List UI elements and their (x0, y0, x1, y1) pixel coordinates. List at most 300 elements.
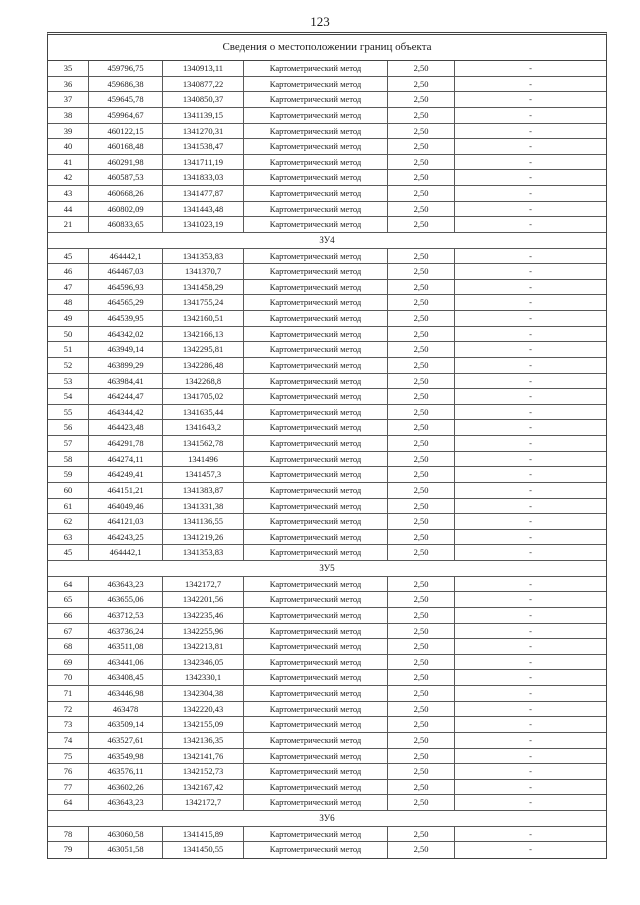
description-cell: - (529, 469, 532, 480)
x-coordinate-cell: 464151,21 (89, 483, 163, 498)
y-coordinate-cell: 1342201,56 (163, 592, 244, 607)
x-coordinate-cell: 464342,02 (89, 327, 163, 342)
description-cell: - (529, 781, 532, 792)
method-cell: Картометрический метод (244, 717, 388, 732)
description-cell: - (529, 391, 532, 402)
point-number-cell: 37 (48, 92, 89, 107)
x-coordinate-cell: 464344,42 (89, 405, 163, 420)
table-row (48, 249, 606, 265)
accuracy-cell: 2,50 (388, 124, 455, 139)
y-coordinate-cell: 1342172,7 (163, 795, 244, 810)
description-cell: - (529, 641, 532, 652)
x-coordinate-cell: 460802,09 (89, 202, 163, 217)
table-row (48, 139, 606, 155)
table-row (48, 686, 606, 702)
method-cell: Картометрический метод (244, 295, 388, 310)
y-coordinate-cell: 1341270,31 (163, 124, 244, 139)
x-coordinate-cell: 463576,11 (89, 764, 163, 779)
accuracy-cell: 2,50 (388, 764, 455, 779)
x-coordinate-cell: 463441,06 (89, 655, 163, 670)
table-row (48, 717, 606, 733)
y-coordinate-cell: 1341219,26 (163, 530, 244, 545)
point-number-cell: 42 (48, 170, 89, 185)
description-cell: - (529, 828, 532, 839)
method-cell: Картометрический метод (244, 749, 388, 764)
y-coordinate-cell: 1341458,29 (163, 280, 244, 295)
method-cell: Картометрический метод (244, 405, 388, 420)
description-cell: - (529, 516, 532, 527)
point-number-cell: 47 (48, 280, 89, 295)
y-coordinate-cell: 1341136,55 (163, 514, 244, 529)
description-cell: - (529, 406, 532, 417)
accuracy-cell: 2,50 (388, 61, 455, 76)
method-cell: Картометрический метод (244, 436, 388, 451)
table-row (48, 108, 606, 124)
accuracy-cell: 2,50 (388, 202, 455, 217)
x-coordinate-cell: 464596,93 (89, 280, 163, 295)
table-row (48, 358, 606, 374)
description-cell: - (529, 734, 532, 745)
y-coordinate-cell: 1342166,13 (163, 327, 244, 342)
x-coordinate-cell: 464565,29 (89, 295, 163, 310)
point-number-cell: 69 (48, 655, 89, 670)
x-coordinate-cell: 463643,23 (89, 577, 163, 592)
method-cell: Картометрический метод (244, 139, 388, 154)
table-title: Сведения о местоположении границ объекта (48, 35, 606, 61)
table-row (48, 733, 606, 749)
accuracy-cell: 2,50 (388, 624, 455, 639)
method-cell: Картометрический метод (244, 280, 388, 295)
table-row (48, 295, 606, 311)
method-cell: Картометрический метод (244, 327, 388, 342)
point-number-cell: 67 (48, 624, 89, 639)
method-cell: Картометрический метод (244, 170, 388, 185)
x-coordinate-cell: 464249,41 (89, 467, 163, 482)
point-number-cell: 39 (48, 124, 89, 139)
y-coordinate-cell: 1341023,19 (163, 217, 244, 232)
page-number: 123 (310, 14, 330, 29)
y-coordinate-cell: 1341450,55 (163, 842, 244, 858)
description-cell: - (529, 750, 532, 761)
method-cell: Картометрический метод (244, 92, 388, 107)
method-cell: Картометрический метод (244, 249, 388, 264)
accuracy-cell: 2,50 (388, 514, 455, 529)
x-coordinate-cell: 463549,98 (89, 749, 163, 764)
description-cell: - (529, 328, 532, 339)
x-coordinate-cell: 463051,58 (89, 842, 163, 858)
table-row (48, 467, 606, 483)
x-coordinate-cell: 463643,23 (89, 795, 163, 810)
y-coordinate-cell: 1340850,37 (163, 92, 244, 107)
x-coordinate-cell: 463060,58 (89, 827, 163, 842)
table-row (48, 702, 606, 718)
description-cell: - (529, 109, 532, 120)
accuracy-cell: 2,50 (388, 108, 455, 123)
y-coordinate-cell: 1341755,24 (163, 295, 244, 310)
point-number-cell: 73 (48, 717, 89, 732)
x-coordinate-cell: 464121,03 (89, 514, 163, 529)
x-coordinate-cell: 459645,78 (89, 92, 163, 107)
method-cell: Картометрический метод (244, 358, 388, 373)
accuracy-cell: 2,50 (388, 342, 455, 357)
method-cell: Картометрический метод (244, 499, 388, 514)
description-cell: - (529, 422, 532, 433)
accuracy-cell: 2,50 (388, 155, 455, 170)
accuracy-cell: 2,50 (388, 374, 455, 389)
accuracy-cell: 2,50 (388, 249, 455, 264)
method-cell: Картометрический метод (244, 61, 388, 76)
table-row (48, 749, 606, 765)
accuracy-cell: 2,50 (388, 280, 455, 295)
method-cell: Картометрический метод (244, 670, 388, 685)
method-cell: Картометрический метод (244, 483, 388, 498)
table-row (48, 780, 606, 796)
description-cell: - (529, 578, 532, 589)
x-coordinate-cell: 464049,46 (89, 499, 163, 514)
accuracy-cell: 2,50 (388, 264, 455, 279)
method-cell: Картометрический метод (244, 202, 388, 217)
x-coordinate-cell: 464243,25 (89, 530, 163, 545)
table-row (48, 624, 606, 640)
x-coordinate-cell: 460168,48 (89, 139, 163, 154)
description-cell: - (529, 359, 532, 370)
x-coordinate-cell: 460587,53 (89, 170, 163, 185)
accuracy-cell: 2,50 (388, 170, 455, 185)
table-row (48, 608, 606, 624)
table-row (48, 795, 606, 811)
description-cell: - (529, 547, 532, 558)
table-row (48, 170, 606, 186)
accuracy-cell: 2,50 (388, 327, 455, 342)
y-coordinate-cell: 1341538,47 (163, 139, 244, 154)
accuracy-cell: 2,50 (388, 702, 455, 717)
x-coordinate-cell: 463509,14 (89, 717, 163, 732)
point-number-cell: 79 (48, 842, 89, 858)
section-label-row: ЗУ5 (48, 561, 606, 577)
y-coordinate-cell: 1342235,46 (163, 608, 244, 623)
accuracy-cell: 2,50 (388, 717, 455, 732)
y-coordinate-cell: 1341443,48 (163, 202, 244, 217)
description-cell: - (529, 281, 532, 292)
method-cell: Картометрический метод (244, 186, 388, 201)
method-cell: Картометрический метод (244, 702, 388, 717)
accuracy-cell: 2,50 (388, 311, 455, 326)
y-coordinate-cell: 1342255,96 (163, 624, 244, 639)
method-cell: Картометрический метод (244, 639, 388, 654)
y-coordinate-cell: 1342160,51 (163, 311, 244, 326)
description-cell: - (529, 453, 532, 464)
x-coordinate-cell: 464442,1 (89, 545, 163, 560)
y-coordinate-cell: 1341331,38 (163, 499, 244, 514)
y-coordinate-cell: 1342213,81 (163, 639, 244, 654)
method-cell: Картометрический метод (244, 733, 388, 748)
table-row (48, 436, 606, 452)
y-coordinate-cell: 1342330,1 (163, 670, 244, 685)
y-coordinate-cell: 1342136,35 (163, 733, 244, 748)
method-cell: Картометрический метод (244, 764, 388, 779)
description-cell: - (529, 125, 532, 136)
point-number-cell: 74 (48, 733, 89, 748)
x-coordinate-cell: 464467,03 (89, 264, 163, 279)
point-number-cell: 35 (48, 61, 89, 76)
accuracy-cell: 2,50 (388, 77, 455, 92)
method-cell: Картометрический метод (244, 374, 388, 389)
table-row (48, 842, 606, 858)
table-row (48, 280, 606, 296)
accuracy-cell: 2,50 (388, 842, 455, 858)
point-number-cell: 64 (48, 795, 89, 810)
description-cell: - (529, 203, 532, 214)
x-coordinate-cell: 460668,26 (89, 186, 163, 201)
table-row (48, 77, 606, 93)
description-cell: - (529, 313, 532, 323)
x-coordinate-cell: 463655,06 (89, 592, 163, 607)
point-number-cell: 46 (48, 264, 89, 279)
point-number-cell: 55 (48, 405, 89, 420)
accuracy-cell: 2,50 (388, 780, 455, 795)
description-cell: - (529, 703, 532, 714)
method-cell: Картометрический метод (244, 77, 388, 92)
y-coordinate-cell: 1341477,87 (163, 186, 244, 201)
table-row (48, 217, 606, 233)
method-cell: Картометрический метод (244, 514, 388, 529)
description-cell: - (529, 609, 532, 620)
description-cell: - (529, 94, 532, 105)
accuracy-cell: 2,50 (388, 358, 455, 373)
description-cell: - (529, 438, 532, 448)
description-cell: - (529, 672, 532, 683)
point-number-cell: 64 (48, 577, 89, 592)
accuracy-cell: 2,50 (388, 608, 455, 623)
y-coordinate-cell: 1342155,09 (163, 717, 244, 732)
x-coordinate-cell: 460833,65 (89, 217, 163, 232)
x-coordinate-cell: 463511,08 (89, 639, 163, 654)
point-number-cell: 71 (48, 686, 89, 701)
accuracy-cell: 2,50 (388, 795, 455, 810)
point-number-cell: 63 (48, 530, 89, 545)
method-cell: Картометрический метод (244, 655, 388, 670)
accuracy-cell: 2,50 (388, 467, 455, 482)
description-cell: - (529, 766, 532, 777)
y-coordinate-cell: 1341496 (163, 452, 244, 467)
y-coordinate-cell: 1341635,44 (163, 405, 244, 420)
point-number-cell: 57 (48, 436, 89, 451)
table-row (48, 61, 606, 77)
table-row (48, 264, 606, 280)
y-coordinate-cell: 1342167,42 (163, 780, 244, 795)
point-number-cell: 61 (48, 499, 89, 514)
y-coordinate-cell: 1342268,8 (163, 374, 244, 389)
point-number-cell: 76 (48, 764, 89, 779)
point-number-cell: 43 (48, 186, 89, 201)
method-cell: Картометрический метод (244, 264, 388, 279)
method-cell: Картометрический метод (244, 608, 388, 623)
accuracy-cell: 2,50 (388, 483, 455, 498)
point-number-cell: 65 (48, 592, 89, 607)
x-coordinate-cell: 459964,67 (89, 108, 163, 123)
point-number-cell: 49 (48, 311, 89, 326)
y-coordinate-cell: 1342220,43 (163, 702, 244, 717)
x-coordinate-cell: 464291,78 (89, 436, 163, 451)
point-number-cell: 56 (48, 420, 89, 435)
y-coordinate-cell: 1341353,83 (163, 249, 244, 264)
method-cell: Картометрический метод (244, 842, 388, 858)
table-row (48, 483, 606, 499)
method-cell: Картометрический метод (244, 686, 388, 701)
accuracy-cell: 2,50 (388, 92, 455, 107)
point-number-cell: 36 (48, 77, 89, 92)
y-coordinate-cell: 1341415,89 (163, 827, 244, 842)
point-number-cell: 62 (48, 514, 89, 529)
y-coordinate-cell: 1341562,78 (163, 436, 244, 451)
method-cell: Картометрический метод (244, 827, 388, 842)
y-coordinate-cell: 1342152,73 (163, 764, 244, 779)
accuracy-cell: 2,50 (388, 827, 455, 842)
x-coordinate-cell: 460122,15 (89, 124, 163, 139)
y-coordinate-cell: 1342286,48 (163, 358, 244, 373)
table-row (48, 327, 606, 343)
section-label-row: ЗУ4 (48, 233, 606, 249)
description-cell: - (529, 156, 532, 167)
table-row (48, 202, 606, 218)
description-cell: - (529, 531, 532, 542)
x-coordinate-cell: 463478 (89, 702, 163, 717)
description-cell: - (529, 78, 532, 89)
x-coordinate-cell: 464539,95 (89, 311, 163, 326)
point-number-cell: 53 (48, 374, 89, 389)
description-cell: - (529, 375, 532, 386)
point-number-cell: 51 (48, 342, 89, 357)
point-number-cell: 59 (48, 467, 89, 482)
y-coordinate-cell: 1342295,81 (163, 342, 244, 357)
point-number-cell: 21 (48, 217, 89, 232)
description-cell: - (529, 250, 532, 261)
method-cell: Картометрический метод (244, 577, 388, 592)
boundary-coordinates-table (47, 32, 607, 859)
table-row (48, 452, 606, 468)
x-coordinate-cell: 463527,61 (89, 733, 163, 748)
table-row (48, 124, 606, 140)
point-number-cell: 54 (48, 389, 89, 404)
description-cell: - (529, 500, 532, 511)
point-number-cell: 41 (48, 155, 89, 170)
point-number-cell: 78 (48, 827, 89, 842)
accuracy-cell: 2,50 (388, 186, 455, 201)
accuracy-cell: 2,50 (388, 420, 455, 435)
y-coordinate-cell: 1341643,2 (163, 420, 244, 435)
x-coordinate-cell: 463446,98 (89, 686, 163, 701)
y-coordinate-cell: 1341711,19 (163, 155, 244, 170)
x-coordinate-cell: 464244,47 (89, 389, 163, 404)
point-number-cell: 40 (48, 139, 89, 154)
description-cell: - (529, 594, 532, 605)
y-coordinate-cell: 1342172,7 (163, 577, 244, 592)
accuracy-cell: 2,50 (388, 452, 455, 467)
method-cell: Картометрический метод (244, 545, 388, 560)
y-coordinate-cell: 1341705,02 (163, 389, 244, 404)
point-number-cell: 70 (48, 670, 89, 685)
description-cell: - (529, 625, 532, 636)
x-coordinate-cell: 464274,11 (89, 452, 163, 467)
accuracy-cell: 2,50 (388, 530, 455, 545)
description-cell: - (529, 344, 532, 355)
table-row (48, 827, 606, 843)
method-cell: Картометрический метод (244, 452, 388, 467)
accuracy-cell: 2,50 (388, 655, 455, 670)
method-cell: Картометрический метод (244, 467, 388, 482)
y-coordinate-cell: 1340913,11 (163, 61, 244, 76)
method-cell: Картометрический метод (244, 155, 388, 170)
point-number-cell: 52 (48, 358, 89, 373)
x-coordinate-cell: 463984,41 (89, 374, 163, 389)
point-number-cell: 44 (48, 202, 89, 217)
point-number-cell: 66 (48, 608, 89, 623)
description-cell: - (529, 844, 532, 855)
method-cell: Картометрический метод (244, 530, 388, 545)
x-coordinate-cell: 463408,45 (89, 670, 163, 685)
description-cell: - (529, 484, 532, 495)
section-label-row: ЗУ6 (48, 811, 606, 827)
y-coordinate-cell: 1342304,38 (163, 686, 244, 701)
table-row (48, 670, 606, 686)
table-row (48, 545, 606, 561)
table-row (48, 639, 606, 655)
y-coordinate-cell: 1342141,76 (163, 749, 244, 764)
y-coordinate-cell: 1342346,05 (163, 655, 244, 670)
x-coordinate-cell: 460291,98 (89, 155, 163, 170)
accuracy-cell: 2,50 (388, 436, 455, 451)
table-row (48, 764, 606, 780)
accuracy-cell: 2,50 (388, 405, 455, 420)
method-cell: Картометрический метод (244, 780, 388, 795)
method-cell: Картометрический метод (244, 108, 388, 123)
accuracy-cell: 2,50 (388, 577, 455, 592)
y-coordinate-cell: 1341139,15 (163, 108, 244, 123)
point-number-cell: 72 (48, 702, 89, 717)
table-row (48, 155, 606, 171)
point-number-cell: 50 (48, 327, 89, 342)
table-row (48, 514, 606, 530)
accuracy-cell: 2,50 (388, 749, 455, 764)
table-row (48, 186, 606, 202)
method-cell: Картометрический метод (244, 342, 388, 357)
table-row (48, 655, 606, 671)
accuracy-cell: 2,50 (388, 545, 455, 560)
table-row (48, 311, 606, 327)
description-cell: - (529, 688, 532, 698)
point-number-cell: 77 (48, 780, 89, 795)
method-cell: Картометрический метод (244, 420, 388, 435)
point-number-cell: 45 (48, 249, 89, 264)
method-cell: Картометрический метод (244, 389, 388, 404)
method-cell: Картометрический метод (244, 592, 388, 607)
accuracy-cell: 2,50 (388, 139, 455, 154)
y-coordinate-cell: 1341353,83 (163, 545, 244, 560)
method-cell: Картометрический метод (244, 124, 388, 139)
x-coordinate-cell: 464423,48 (89, 420, 163, 435)
method-cell: Картометрический метод (244, 624, 388, 639)
x-coordinate-cell: 464442,1 (89, 249, 163, 264)
point-number-cell: 58 (48, 452, 89, 467)
table-row (48, 530, 606, 546)
description-cell: - (529, 172, 532, 183)
y-coordinate-cell: 1341370,7 (163, 264, 244, 279)
accuracy-cell: 2,50 (388, 670, 455, 685)
point-number-cell: 45 (48, 545, 89, 560)
accuracy-cell: 2,50 (388, 686, 455, 701)
point-number-cell: 60 (48, 483, 89, 498)
y-coordinate-cell: 1340877,22 (163, 77, 244, 92)
